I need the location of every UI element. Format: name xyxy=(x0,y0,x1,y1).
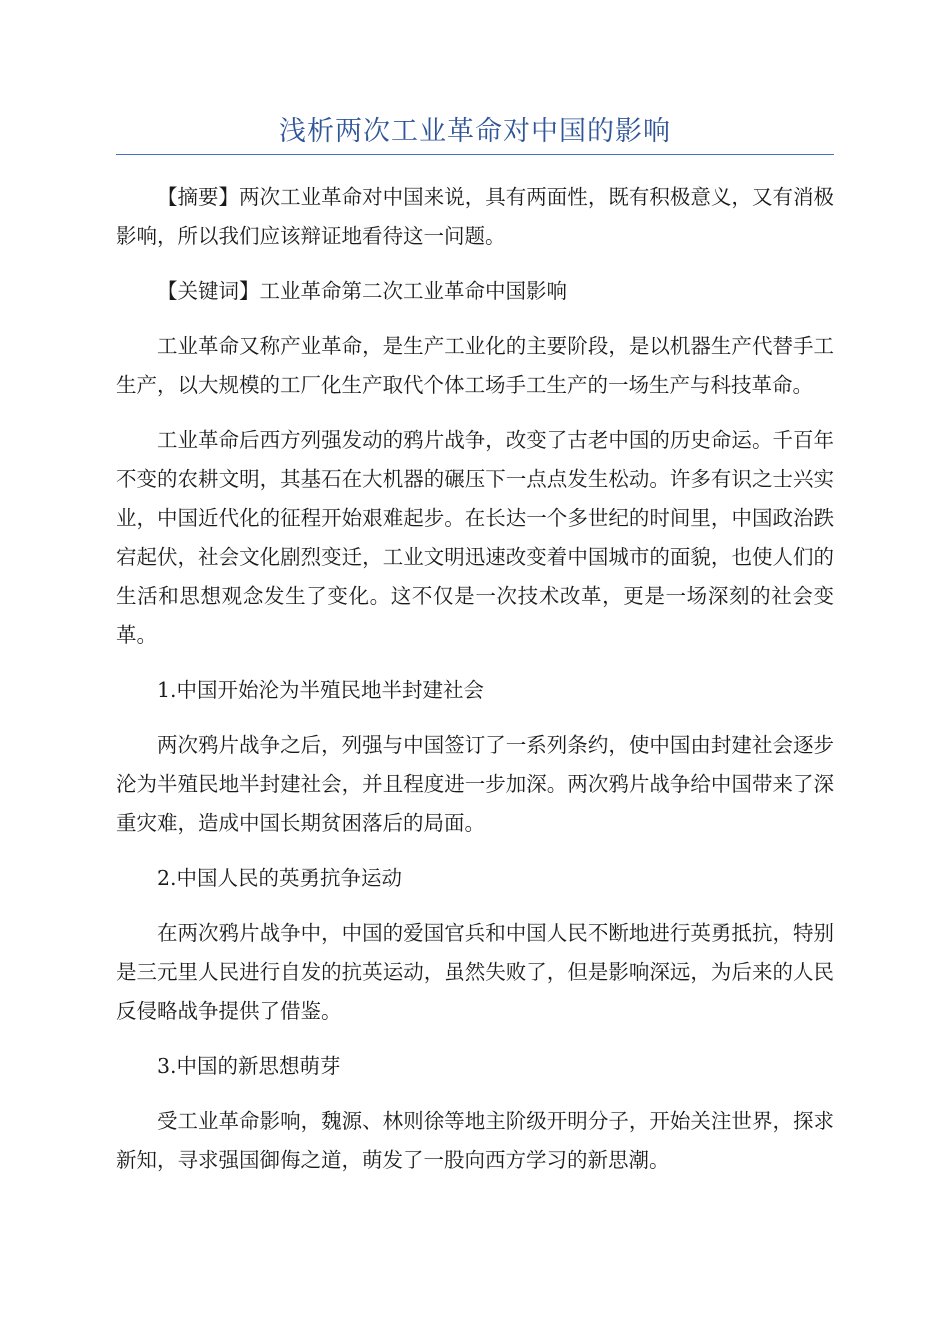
body-paragraph: 工业革命又称产业革命，是生产工业化的主要阶段，是以机器生产代替手工生产，以大规模的工厂化生产取代个体工场手工生产的一场生产与科技革命。 xyxy=(116,334,834,397)
section-heading: 3.中国的新思想萌芽 xyxy=(157,1054,341,1078)
document-body xyxy=(116,178,834,1196)
body-paragraph: 受工业革命影响，魏源、林则徐等地主阶级开明分子，开始关注世界，探求新知，寻求强国御侮之道，萌发了一股向西方学习的新思潮。 xyxy=(116,1109,834,1172)
section-heading: 2.中国人民的英勇抗争运动 xyxy=(157,866,403,890)
body-paragraph: 在两次鸦片战争中，中国的爱国官兵和中国人民不断地进行英勇抵抗，特别是三元里人民进行自发的抗英运动，虽然失败了，但是影响深远，为后来的人民反侵略战争提供了借鉴。 xyxy=(116,921,834,1023)
body-paragraph: 两次鸦片战争之后，列强与中国签订了一系列条约，使中国由封建社会逐步沦为半殖民地半封建社会，并且程度进一步加深。两次鸦片战争给中国带来了深重灾难，造成中国长期贫困落后的局面。 xyxy=(116,733,834,835)
title-underline xyxy=(116,154,834,155)
section-heading: 1.中国开始沦为半殖民地半封建社会 xyxy=(157,678,485,702)
abstract-paragraph: 【摘要】两次工业革命对中国来说，具有两面性，既有积极意义，又有消极影响，所以我们应该辩证地看待这一问题。 xyxy=(116,185,834,248)
keywords-paragraph: 【关键词】工业革命第二次工业革命中国影响 xyxy=(157,279,567,303)
document-title: 浅析两次工业革命对中国的影响 xyxy=(279,116,671,147)
body-paragraph: 工业革命后西方列强发动的鸦片战争，改变了古老中国的历史命运。千百年不变的农耕文明，其基石在大机器的碾压下一点点发生松动。许多有识之士兴实业，中国近代化的征程开始艰难起步。在长达一个多世纪的时间里，中国政治跌宕起伏，社会文化剧烈变迁，工业文明迅速改变着中国城市的面貌，也使人们的生活和思想观念发生了变化。这不仅是一次技术改革，更是一场深刻的社会变革。 xyxy=(116,428,834,647)
